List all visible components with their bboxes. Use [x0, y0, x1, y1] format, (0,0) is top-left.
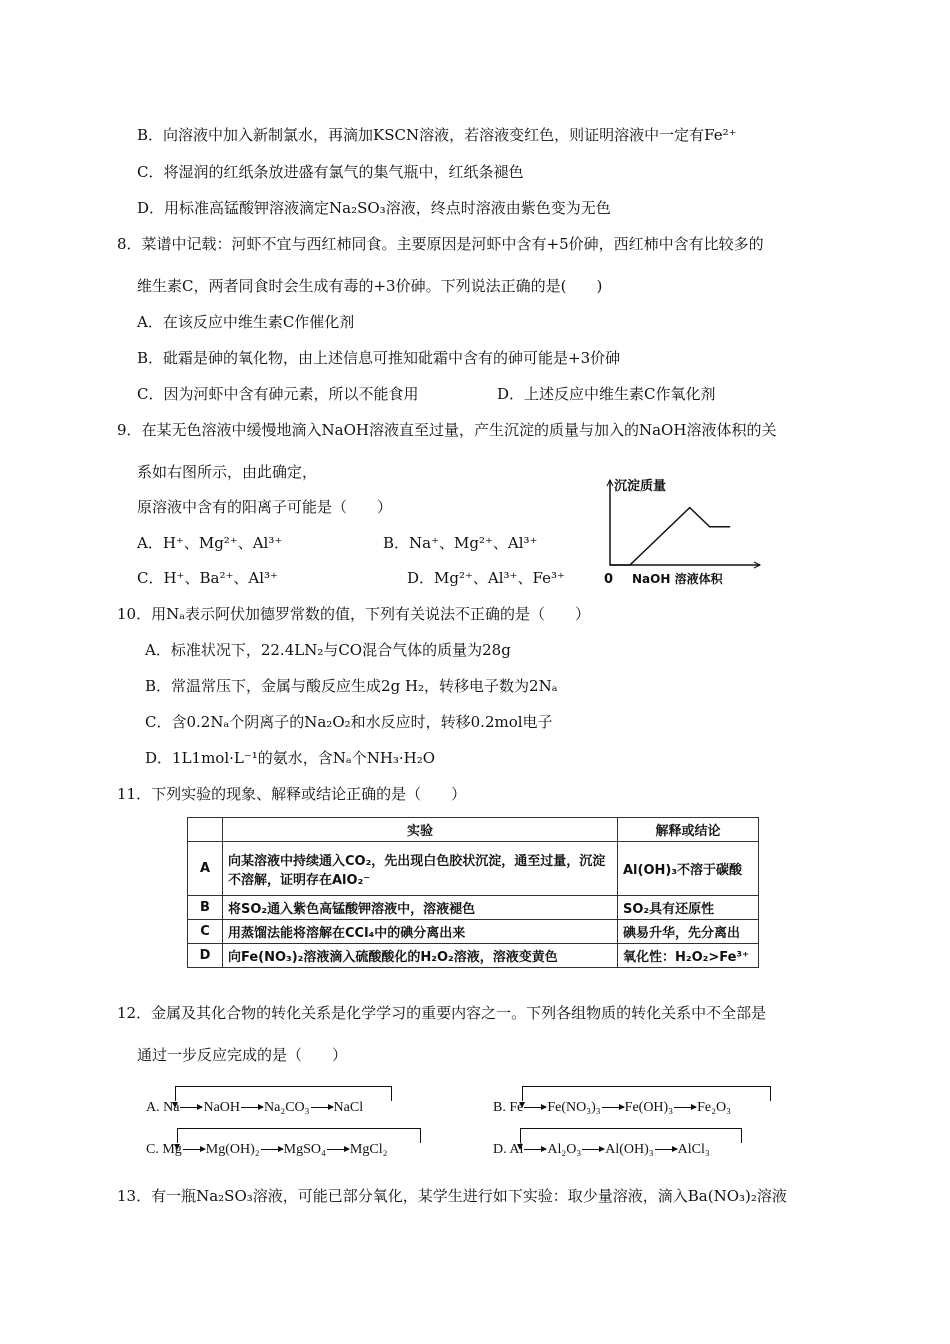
arrow-icon: [674, 1107, 696, 1108]
row-experiment: 用蒸馏法能将溶解在CCl₄中的碘分离出来: [223, 920, 618, 944]
question-13: 13．有一瓶Na₂SO₃溶液，可能已部分氧化，某学生进行如下实验：取少量溶液，滴入Ba(NO₃)₂溶液: [117, 1187, 787, 1205]
question-8-cont: 维生素C，两者同食时会生成有毒的+3价砷。下列说法正确的是( ): [137, 277, 603, 295]
chain-d: [493, 1142, 710, 1158]
y-axis-label: 沉淀质量: [614, 479, 667, 494]
question-9: 9．在某无色溶液中缓慢地滴入NaOH溶液直至过量，产生沉淀的质量与加入的NaOH溶液体积的关: [117, 421, 777, 439]
option-9d: D．Mg²⁺、Al³⁺、Fe³⁺: [407, 569, 565, 587]
table-header-conclusion: 解释或结论: [618, 818, 759, 842]
chain-b: [493, 1100, 731, 1116]
option-10c: C．含0.2Nₐ个阴离子的Na₂O₂和水反应时，转移0.2mol电子: [145, 713, 553, 731]
data-point: [609, 564, 611, 566]
row-key: C: [188, 920, 223, 944]
arrow-icon: [582, 1149, 604, 1150]
arrow-icon: [241, 1107, 263, 1108]
arrow-icon: [180, 1107, 202, 1108]
chain-item: Al(OH)₃: [605, 1142, 654, 1157]
arrow-icon: [183, 1149, 205, 1150]
row-conclusion: 氧化性：H₂O₂>Fe³⁺: [618, 944, 759, 968]
chain-item: Fe₂O₃: [697, 1100, 731, 1115]
option-10d: D．1L1mol·L⁻¹的氨水，含Nₐ个NH₃·H₂O: [145, 749, 436, 767]
return-arrow-d: [520, 1128, 742, 1143]
chain-item: MgCl₂: [349, 1142, 388, 1157]
return-arrow-a: [175, 1086, 392, 1101]
option-7d: D．用标准高锰酸钾溶液滴定Na₂SO₃溶液，终点时溶液由紫色变为无色: [137, 199, 611, 217]
chain-item: Mg: [162, 1142, 182, 1157]
chain-item: Na₂CO₃: [264, 1100, 310, 1115]
row-conclusion: SO₂具有还原性: [618, 896, 759, 920]
question-12-cont: 通过一步反应完成的是（ ）: [137, 1046, 348, 1064]
chain-item: NaOH: [203, 1100, 240, 1115]
arrow-icon: [327, 1149, 349, 1150]
series-line: [610, 508, 730, 565]
option-8b: B．砒霜是砷的氧化物，由上述信息可推知砒霜中含有的砷可能是+3价砷: [137, 349, 621, 367]
option-8a: A．在该反应中维生素C作催化剂: [137, 313, 355, 331]
option-10b: B．常温常压下，金属与酸反应生成2g H₂，转移电子数为2Nₐ: [145, 677, 558, 695]
row-experiment: 向Fe(NO₃)₂溶液滴入硫酸酸化的H₂O₂溶液，溶液变黄色: [223, 944, 618, 968]
chain-label: C.: [146, 1142, 159, 1157]
row-conclusion: 碘易升华，先分离出: [618, 920, 759, 944]
chain-item: MgSO₄: [283, 1142, 326, 1157]
chain-label: D.: [493, 1142, 507, 1157]
question-8: 8．菜谱中记载：河虾不宜与西红柿同食。主要原因是河虾中含有+5价砷，西红柿中含有比较多的: [117, 235, 764, 253]
option-9a: A．H⁺、Mg²⁺、Al³⁺: [137, 534, 283, 552]
option-7c: C．将湿润的红纸条放进盛有氯气的集气瓶中，红纸条褪色: [137, 163, 524, 181]
arrow-icon: [311, 1107, 333, 1108]
question-12: 12．金属及其化合物的转化关系是化学学习的重要内容之一。下列各组物质的转化关系中不全部是: [117, 1004, 767, 1022]
chain-item: Fe(NO₃)₃: [547, 1100, 601, 1115]
option-8c: C．因为河虾中含有砷元素，所以不能食用: [137, 385, 419, 403]
chain-item: AlCl₃: [677, 1142, 710, 1157]
question-11: 11．下列实验的现象、解释或结论正确的是（ ）: [117, 785, 467, 803]
row-experiment: 将SO₂通入紫色高锰酸钾溶液中，溶液褪色: [223, 896, 618, 920]
data-point: [709, 526, 711, 528]
chain-a: [146, 1100, 363, 1116]
option-7b: B．向溶液中加入新制氯水，再滴加KSCN溶液，若溶液变红色，则证明溶液中一定有Fe²⁺: [137, 126, 737, 144]
chain-item: Al₂O₃: [547, 1142, 582, 1157]
row-key: D: [188, 944, 223, 968]
table-header-experiment: 实验: [223, 818, 618, 842]
data-point: [629, 564, 631, 566]
data-point: [729, 526, 731, 528]
table-row: [188, 842, 759, 896]
chain-label: B.: [493, 1100, 506, 1115]
chain-item: Fe(OH)₃: [624, 1100, 674, 1115]
table-row: [188, 920, 759, 944]
return-arrow-b: [522, 1086, 771, 1101]
arrow-icon: [524, 1107, 546, 1108]
chain-c: [146, 1142, 387, 1158]
table-row: [188, 896, 759, 920]
row-experiment: 向某溶液中持续通入CO₂，先出现白色胶状沉淀，通至过量，沉淀不溶解，证明存在AlO₂⁻: [223, 842, 618, 896]
chain-item: Al: [509, 1142, 524, 1157]
question-10: 10．用Nₐ表示阿伏加德罗常数的值，下列有关说法不正确的是（ ）: [117, 605, 591, 623]
table-header-blank: [188, 818, 223, 842]
table-row: [188, 944, 759, 968]
question-9-ask: 原溶液中含有的阳离子可能是（ ）: [137, 498, 393, 516]
question-9-cont: 系如右图所示，由此确定，: [137, 463, 318, 481]
arrow-icon: [524, 1149, 546, 1150]
precipitate-chart: [598, 465, 770, 590]
arrow-icon: [655, 1149, 677, 1150]
option-8d: D．上述反应中维生素C作氧化剂: [497, 385, 716, 403]
option-9c: C．H⁺、Ba²⁺、Al³⁺: [137, 569, 278, 587]
chain-item: NaCl: [333, 1100, 364, 1115]
chain-item: Mg(OH)₂: [205, 1142, 260, 1157]
experiment-table: [187, 817, 759, 968]
chain-item: Fe: [509, 1100, 524, 1115]
data-point: [689, 507, 691, 509]
return-arrow-c: [177, 1128, 421, 1143]
arrow-icon: [261, 1149, 283, 1150]
option-10a: A．标准状况下，22.4LN₂与CO混合气体的质量为28g: [145, 641, 511, 659]
option-9b: B．Na⁺、Mg²⁺、Al³⁺: [383, 534, 538, 552]
x-axis-label: NaOH 溶液体积: [632, 572, 723, 586]
chain-item: Na: [163, 1100, 180, 1115]
arrow-icon: [602, 1107, 624, 1108]
chain-label: A.: [146, 1100, 160, 1115]
origin-label: 0: [604, 572, 614, 587]
row-key: B: [188, 896, 223, 920]
row-conclusion: Al(OH)₃不溶于碳酸: [618, 842, 759, 896]
row-key: A: [188, 842, 223, 896]
